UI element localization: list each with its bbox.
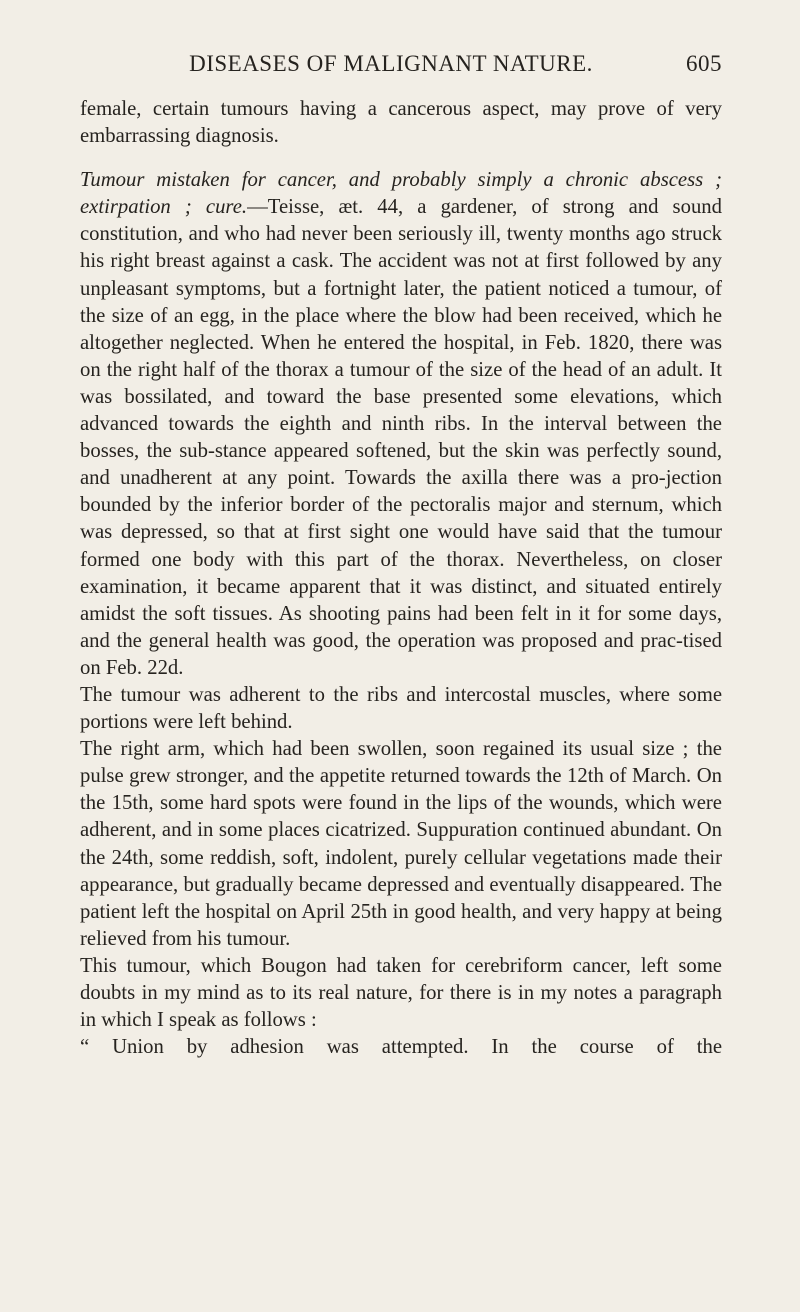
body-text — [80, 96, 722, 1061]
case-paragraph — [80, 167, 722, 682]
running-title: DISEASES OF MALIGNANT NATURE. — [189, 51, 593, 76]
paragraph: This tumour, which Bougon had taken for cerebriform cancer, left some doubts in my mind as to its real nature, for there is in my notes a paragraph in which I speak as follows : — [80, 954, 722, 1032]
quoted-paragraph: “ Union by adhesion was attempted. In the course of the — [80, 1036, 722, 1059]
paragraph: The right arm, which had been swollen, soon regained its usual size ; the pulse grew stronger, and the appetite returned towards the 12th of March. On the 15th, some hard spots were found in the lips of the wounds, which were adherent, and in some places cicatrized. Suppuration continued abundant. On the 24th, some reddish, soft, indolent, purely cellular vegetations made their appearance, but gradually became depressed and eventually disappeared. The patient left the hospital on April 25th in good health, and very happy at being relieved from his tumour. — [80, 738, 722, 950]
page-number: 605 — [686, 51, 722, 76]
case-text: —Teisse, æt. 44, a gardener, of strong and sound constitution, and who had never been seriously ill, twenty months ago struck his right breast against a cask. The accident was not at first followed by any unpleasant symptoms, but a fortnight later, the patient noticed a tumour, of the size of an egg, in the place where the blow had been received, which he altogether neglected. When he entered the hospital, in Feb. 1820, there was on the right half of the thorax a tumour of the size of the head of an adult. It was bossilated, and toward the base presented some elevations, which advanced towards the eighth and ninth ribs. In the interval between the bosses, the sub-stance appeared softened, but the skin was perfectly sound, and unadherent at any point. Towards the axilla there was a pro-jection bounded by the inferior border of the pectoralis major and sternum, which was depressed, so that at first sight one would have said that the tumour formed one body with this part of the thorax. Nevertheless, on closer examination, it became apparent that it was distinct, and situated entirely amidst the soft tissues. As shooting pains had been felt in it for some days, and the general health was good, the operation was proposed and prac-tised on Feb. 22d. — [80, 196, 722, 679]
running-header — [80, 50, 722, 78]
paragraph: The tumour was adherent to the ribs and intercostal muscles, where some portions were left behind. — [80, 683, 722, 734]
paragraph-continuation: female, certain tumours having a cancerous aspect, may prove of very embarrassing diagnosis. — [80, 98, 722, 148]
case-heading: Tumour mistaken for cancer, and probably simply a chronic abscess ; extirpation ; cure. — [80, 169, 722, 219]
